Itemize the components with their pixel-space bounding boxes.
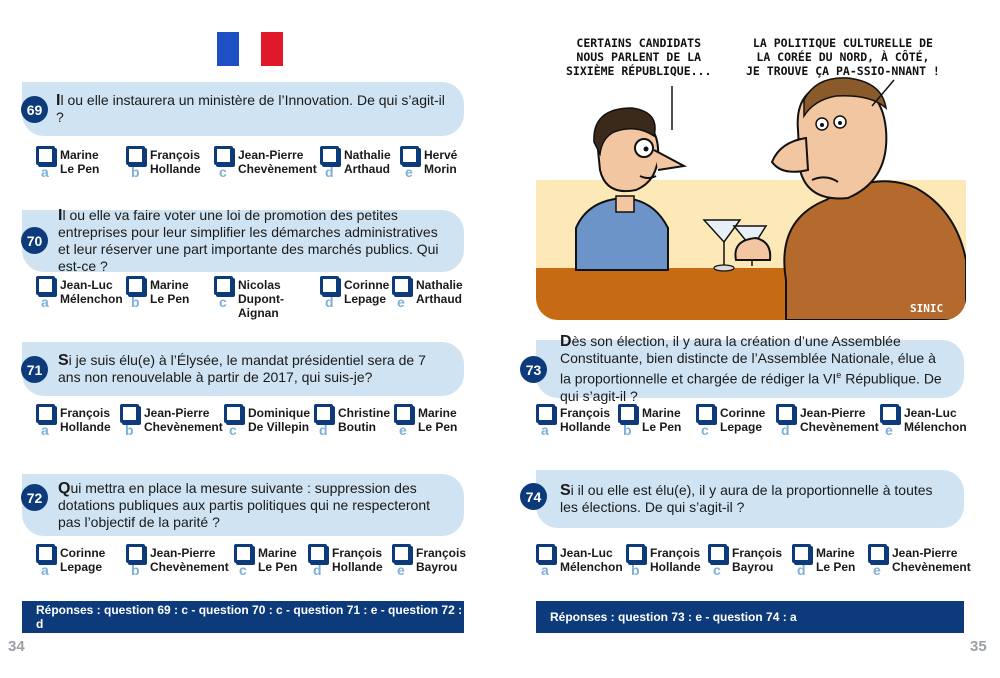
answers-bar-right: Réponses : question 73 : e - question 74 : a (536, 601, 964, 633)
option-name: Marine Le Pen (418, 406, 458, 434)
option-letter: b (125, 422, 134, 438)
option-name: François Hollande (650, 546, 701, 574)
checkbox[interactable] (308, 544, 327, 563)
question-73-number: 73 (520, 356, 547, 383)
checkbox[interactable] (626, 544, 645, 563)
checkbox[interactable] (314, 404, 333, 423)
option-letter: b (131, 562, 140, 578)
option-letter: d (781, 422, 790, 438)
option-letter: a (541, 562, 549, 578)
cartoon-illustration (536, 20, 966, 320)
option-letter: a (41, 422, 49, 438)
question-69-box (22, 82, 464, 136)
checkbox[interactable] (36, 404, 55, 423)
option-letter: d (319, 422, 328, 438)
option-letter: d (313, 562, 322, 578)
option-name: Nathalie Arthaud (416, 278, 463, 306)
option-name: Dominique De Villepin (248, 406, 310, 434)
option-name: Marine Le Pen (258, 546, 298, 574)
checkbox[interactable] (618, 404, 637, 423)
option-letter: c (713, 562, 721, 578)
question-70-text: Il ou elle va faire voter une loi de promotion des petites entreprises pour leur simplifier les démarches administratives et leur réserver une part importante des marchés publics. Qui est-ce ? (58, 207, 439, 274)
option-name: Jean-Pierre Chevènement (800, 406, 879, 434)
checkbox[interactable] (36, 146, 55, 165)
question-72-number: 72 (21, 484, 48, 511)
option-name: Jean-Pierre Chevènement (892, 546, 971, 574)
option-letter: b (131, 164, 140, 180)
option-name: Hervé Morin (424, 148, 458, 176)
option-letter: a (41, 294, 49, 310)
option-name: Corinne Lepage (344, 278, 390, 306)
speech-bubble-right: LA POLITIQUE CULTURELLE DE LA CORÉE DU NORD, À CÔTÉ, JE TROUVE ÇA PA-SSIO-NNANT ! (746, 36, 940, 78)
option-name: François Hollande (332, 546, 383, 574)
question-71-text: Si je suis élu(e) à l’Élysée, le mandat présidentiel sera de 7 ans non renouvelable à partir de 2017, qui suis-je? (58, 352, 426, 385)
option-letter: d (797, 562, 806, 578)
question-74-box (536, 470, 964, 528)
option-name: Marine Le Pen (60, 148, 100, 176)
option-name: Nathalie Arthaud (344, 148, 391, 176)
checkbox[interactable] (868, 544, 887, 563)
checkbox[interactable] (214, 146, 233, 165)
answers-bar-left: Réponses : question 69 : c - question 70 : c - question 71 : e - question 72 : d (22, 601, 464, 633)
question-71-number: 71 (21, 356, 48, 383)
checkbox[interactable] (36, 544, 55, 563)
option-name: François Bayrou (416, 546, 467, 574)
question-71-box (22, 342, 464, 396)
checkbox[interactable] (126, 544, 145, 563)
question-72-box (22, 474, 464, 536)
checkbox[interactable] (776, 404, 795, 423)
option-name: Corinne Lepage (60, 546, 106, 574)
checkbox[interactable] (120, 404, 139, 423)
option-letter: c (219, 294, 227, 310)
checkbox[interactable] (536, 404, 555, 423)
question-73-box (536, 333, 964, 404)
checkbox[interactable] (392, 276, 411, 295)
checkbox[interactable] (696, 404, 715, 423)
option-name: Jean-Luc Mélenchon (60, 278, 123, 306)
option-letter: e (397, 294, 405, 310)
option-name: Corinne Lepage (720, 406, 766, 434)
option-name: Marine Le Pen (816, 546, 856, 574)
option-name: François Hollande (60, 406, 111, 434)
checkbox[interactable] (394, 404, 413, 423)
option-letter: e (885, 422, 893, 438)
question-74-text: Si il ou elle est élu(e), il y aura de la proportionnelle à toutes les élections. De qui s’agit-il ? (560, 482, 933, 515)
checkbox[interactable] (126, 146, 145, 165)
question-70-number: 70 (21, 227, 48, 254)
option-letter: a (541, 422, 549, 438)
checkbox[interactable] (320, 276, 339, 295)
page-number-right: 35 (970, 638, 987, 655)
option-name: Marine Le Pen (642, 406, 682, 434)
checkbox[interactable] (708, 544, 727, 563)
option-letter: b (131, 294, 140, 310)
question-69-number: 69 (21, 96, 48, 123)
option-letter: e (873, 562, 881, 578)
option-name: Jean-Luc Mélenchon (904, 406, 967, 434)
option-letter: e (399, 422, 407, 438)
option-name: Jean-Pierre Chevènement (144, 406, 223, 434)
option-letter: a (41, 164, 49, 180)
option-letter: e (405, 164, 413, 180)
question-74-number: 74 (520, 483, 547, 510)
option-name: François Hollande (150, 148, 201, 176)
checkbox[interactable] (214, 276, 233, 295)
checkbox[interactable] (234, 544, 253, 563)
question-72-text: Qui mettra en place la mesure suivante : suppression des dotations publiques aux partis politiques qui ne respecteront pas l’objectif de la parité ? (58, 479, 431, 530)
option-letter: c (239, 562, 247, 578)
option-name: François Bayrou (732, 546, 783, 574)
option-name: François Hollande (560, 406, 611, 434)
checkbox[interactable] (792, 544, 811, 563)
option-letter: b (631, 562, 640, 578)
option-name: Jean-Luc Mélenchon (560, 546, 623, 574)
checkbox[interactable] (400, 146, 419, 165)
option-name: Christine Boutin (338, 406, 391, 434)
cartoon-signature: SINIC (910, 302, 944, 315)
option-letter: b (623, 422, 632, 438)
french-flag-icon (217, 32, 285, 66)
option-letter: a (41, 562, 49, 578)
question-70-box (22, 207, 464, 274)
option-letter: d (325, 294, 334, 310)
checkbox[interactable] (392, 544, 411, 563)
option-letter: c (229, 422, 237, 438)
checkbox[interactable] (880, 404, 899, 423)
option-letter: c (219, 164, 227, 180)
right-page (500, 0, 1000, 678)
checkbox[interactable] (36, 276, 55, 295)
checkbox[interactable] (320, 146, 339, 165)
question-69-text: Il ou elle instaurera un ministère de l’Innovation. De qui s’agit-il ? (56, 92, 445, 125)
option-name: Jean-Pierre Chevènement (238, 148, 317, 176)
option-letter: d (325, 164, 334, 180)
question-73-text: Dès son élection, il y aura la création d’une Assemblée Constituante, bien distincte de l’Assemblée Nationale, élue à la proportionnelle et chargée de rédiger la VIe République. De qui s’agit-il ? (560, 333, 942, 404)
option-letter: e (397, 562, 405, 578)
checkbox[interactable] (536, 544, 555, 563)
option-letter: c (701, 422, 709, 438)
option-name: Nicolas Dupont- Aignan (238, 278, 284, 320)
option-name: Marine Le Pen (150, 278, 190, 306)
checkbox[interactable] (224, 404, 243, 423)
page-number-left: 34 (8, 638, 25, 655)
option-name: Jean-Pierre Chevènement (150, 546, 229, 574)
checkbox[interactable] (126, 276, 145, 295)
speech-bubble-left: CERTAINS CANDIDATS NOUS PARLENT DE LA SIXIÈME RÉPUBLIQUE... (566, 36, 712, 78)
